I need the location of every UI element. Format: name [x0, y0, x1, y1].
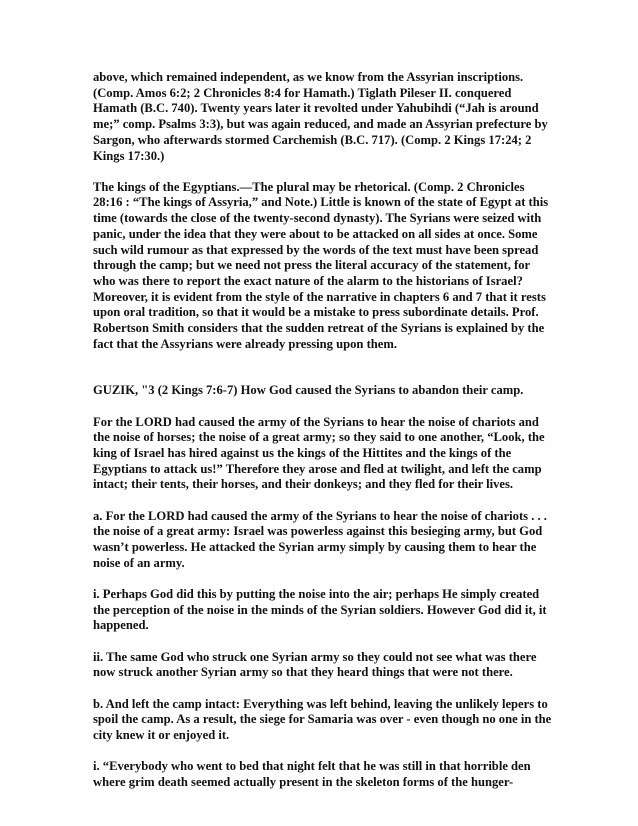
paragraph-scripture-quote: For the LORD had caused the army of the Syrians to hear the noise of chariots and the noise of horses; the noise of a great army; so they said to one another, “Look, the king of Israel has hired against us the kings of the Hittites and the kings of the Egyptians to attack us!” Therefore they arose and fled at twilight, and left the camp intact; their tents, their horses, and their donkeys; and they fled for their lives.	[93, 414, 545, 492]
paragraph-point-a: a. For the LORD had caused the army of the Syrians to hear the noise of chariots . . . the noise of a great army: Israel was powerless against this besieging army, but God wasn’t powerless. He attacked the Syrian army simply by causing them to hear the noise of an army.	[93, 508, 547, 570]
paragraph-point-a-ii: ii. The same God who struck one Syrian army so they could not see what was there now struck another Syrian army so that they heard things that were not there.	[93, 649, 537, 680]
paragraph-hamath-history: above, which remained independent, as we know from the Assyrian inscriptions. (Comp. Amos 6:2; 2 Chronicles 8:4 for Hamath.) Tiglath Pileser II. conquered Hamath (B.C. 740). Twenty years later it revolted under Yahubihdi (“Jah is around me;” comp. Psalms 3:3), but was again reduced, and made an Assyrian prefecture by Sargon, who afterwards stormed Carchemish (B.C. 717). (Comp. 2 Kings 17:24; 2 Kings 17:30.)	[93, 70, 548, 163]
paragraph-kings-of-egyptians: The kings of the Egyptians.—The plural may be rhetorical. (Comp. 2 Chronicles 28:16 : “The kings of Assyria,” and Note.) Little is known of the state of Egypt at this time (towards the close of the twenty-second dynasty). The Syrians were seized with panic, under the idea that they were about to be attacked on all sides at once. Some such wild rumour as that expressed by the words of the text must have been spread through the camp; but we need not press the literal accuracy of the statement, for who was there to report the exact nature of the alarm to the historians of Israel? Moreover, it is evident from the style of the narrative in chapters 6 and 7 that it rests upon oral tradition, so that it would be a mistake to press subordinate details. Prof. Robertson Smith considers that the sudden retreat of the Syrians is explained by the fact that the Assyrians were already pressing upon them.	[93, 179, 549, 351]
document-page	[93, 70, 553, 791]
paragraph-point-b: b. And left the camp intact: Everything was left behind, leaving the unlikely lepers to spoil the camp. As a result, the siege for Samaria was over - even though no one in the city knew it or enjoyed it.	[93, 696, 552, 742]
paragraph-point-b-i: i. “Everybody who went to bed that night felt that he was still in that horrible den where grim death seemed actually present in the skeleton forms of the hunger-	[93, 759, 531, 789]
paragraph-point-a-i: i. Perhaps God did this by putting the noise into the air; perhaps He simply created the perception of the noise in the minds of the Syrian soldiers. However God did it, it happened.	[93, 586, 547, 633]
paragraph-guzik-heading: GUZIK, "3 (2 Kings 7:6-7) How God caused the Syrians to abandon their camp.	[93, 383, 524, 398]
